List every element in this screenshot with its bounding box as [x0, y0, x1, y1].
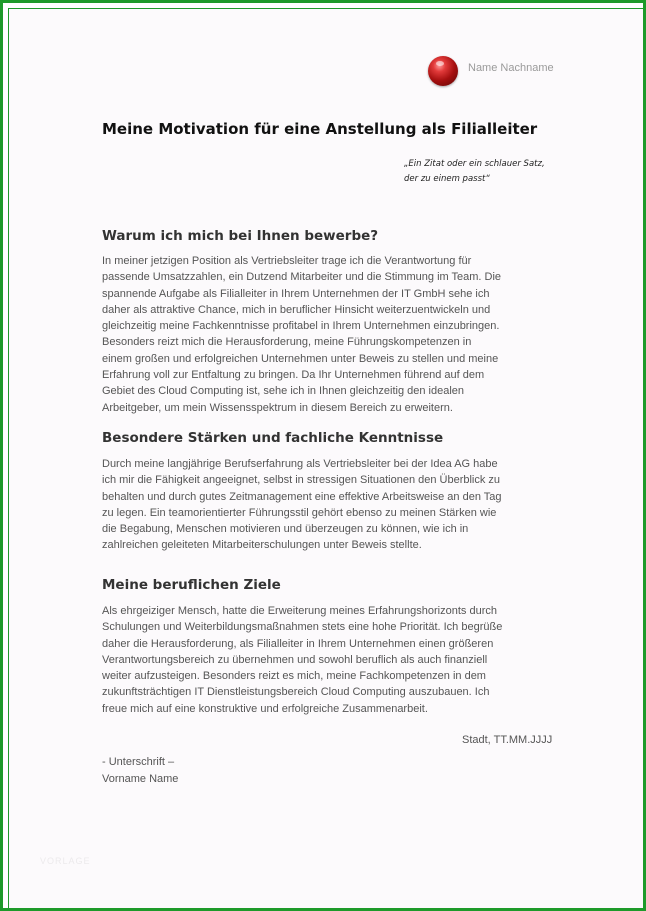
section-heading-why-apply: Warum ich mich bei Ihnen bewerbe? [102, 228, 379, 244]
text-line: Verantwortungsbereich zu übernehmen und sowohl beruflich als auch finanziell [102, 653, 488, 666]
text-line: Durch meine langjährige Berufserfahrung als Vertriebsleiter bei der Idea AG habe [102, 458, 498, 470]
text-line: Gebiet des Cloud Computing ist, sehe ich in Ihnen gleichzeitig den idealen [102, 385, 465, 398]
section-heading-goals: Meine beruflichen Ziele [102, 577, 281, 593]
profile-photo [428, 56, 458, 86]
text-line: daher als attraktive Chance, mich in beruflicher Hinsicht weiterzuentwickeln und [102, 303, 491, 316]
text-line: die Begabung, Menschen motivieren und überzeugen zu können, wie ich in [102, 523, 469, 536]
signature-label: - Unterschrift – [102, 756, 175, 768]
quote-line: „Ein Zitat oder ein schlauer Satz, [404, 159, 545, 169]
quote-block [404, 157, 584, 187]
text-line: In meiner jetzigen Position als Vertriebsleiter trage ich die Verantwortung für [102, 255, 472, 267]
text-line: zu legen. Ein teamorientierter Führungsstil gehört ebenso zu meinen Stärken wie [102, 506, 497, 519]
text-line: Arbeitgeber, um mein Wissensspektrum in diesem Bereich zu erweitern. [102, 401, 453, 414]
section-heading-strengths: Besondere Stärken und fachliche Kenntnisse [102, 430, 444, 446]
text-line: Schulungen und Weiterbildungsmaßnahmen stets eine hohe Priorität. Ich begrüße [102, 621, 503, 634]
watermark: VORLAGE [40, 856, 91, 866]
text-line: spannende Aufgabe als Filialleiter in Ihrem Unternehmen der IT GmbH sehe ich [102, 287, 490, 300]
author-name: Name Nachname [468, 62, 554, 74]
text-line: ich mir die Fähigkeit angeeignet, selbst in stressigen Situationen den Überblick zu [102, 474, 501, 487]
text-line: weiter aufzusteigen. Besonders reizt es mich, meine Fachkompetenzen in dem [102, 670, 486, 683]
section-body-strengths [102, 456, 572, 554]
signer-name: Vorname Name [102, 773, 179, 785]
text-line: daher die Herausforderung, als Filialleiter in Ihrem Unternehmen einen größeren [102, 637, 494, 650]
document-title: Meine Motivation für eine Anstellung als Filialleiter [102, 120, 538, 138]
text-line: gleichzeitig meine Fachkenntnisse profitabel in Ihrem Unternehmen einzubringen. [102, 320, 500, 333]
text-line: freue mich auf eine konstruktive und erfolgreiche Zusammenarbeit. [102, 702, 428, 715]
text-line: behalten und durch gutes Zeitmanagement eine effektive Arbeitsweise an den Tag [102, 490, 502, 503]
section-body-goals [102, 603, 572, 717]
section-body-why-apply [102, 253, 572, 416]
text-line: Besonders reizt mich die Herausforderung, meine Führungskompetenzen in [102, 336, 472, 349]
place-date: Stadt, TT.MM.JJJJ [462, 734, 553, 746]
text-line: Als ehrgeiziger Mensch, hatte die Erweiterung meines Erfahrungshorizonts durch [102, 605, 497, 617]
text-line: zahlreichen geleiteten Mitarbeiterschulungen unter Beweis stellte. [102, 539, 422, 552]
text-line: passende Umsatzzahlen, ein Dutzend Mitarbeiter und die Stimmung im Team. Die [102, 271, 502, 284]
text-line: zukunftsträchtigen IT Dienstleistungsbereich Cloud Computing auszubauen. Ich [102, 686, 490, 699]
text-line: einem großen und erfolgreichen Unternehmen unter Beweis zu stellen und meine [102, 352, 499, 365]
quote-line: der zu einem passt“ [404, 174, 490, 184]
text-line: Erfahrung voll zur Entfaltung zu bringen. Da Ihr Unternehmen führend auf dem [102, 369, 485, 382]
